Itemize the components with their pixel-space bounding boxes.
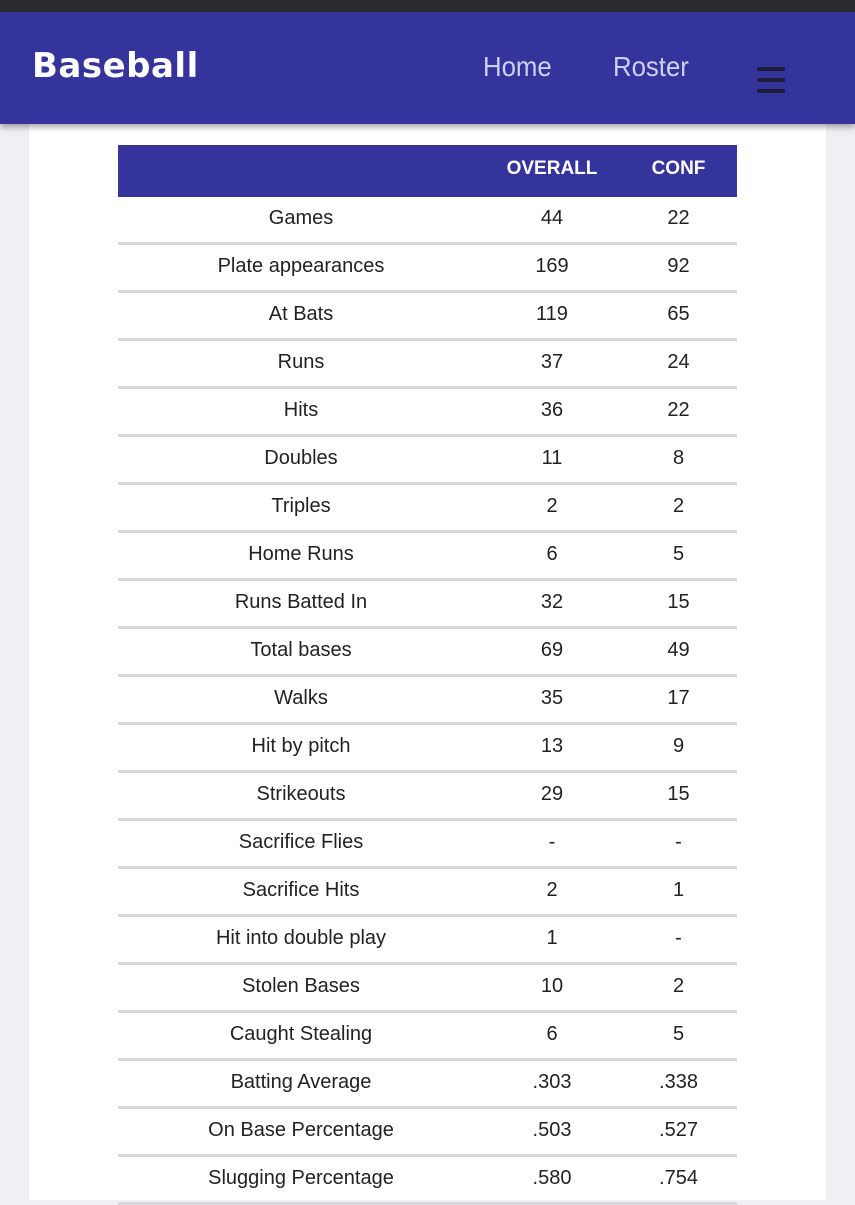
overall-value: 35 bbox=[540, 687, 564, 709]
conf-value: 15 bbox=[667, 591, 690, 613]
nav-roster-link[interactable]: Roster bbox=[613, 51, 689, 82]
table-row bbox=[118, 1061, 737, 1109]
overall-value: 10 bbox=[540, 975, 564, 997]
overall-value: 2 bbox=[546, 879, 558, 901]
table-row bbox=[118, 965, 737, 1013]
stat-label: Triples bbox=[271, 495, 331, 517]
conf-value: 22 bbox=[667, 207, 690, 229]
conf-value: 92 bbox=[667, 255, 690, 277]
table-header bbox=[118, 145, 737, 197]
table-row bbox=[118, 1013, 737, 1061]
conf-value: 5 bbox=[672, 543, 685, 565]
table-row bbox=[118, 725, 737, 773]
stat-label: Caught Stealing bbox=[229, 1023, 373, 1045]
table-row bbox=[118, 1109, 737, 1157]
overall-value: 2 bbox=[546, 495, 558, 517]
stat-label: Slugging Percentage bbox=[208, 1167, 394, 1189]
conf-value: 9 bbox=[672, 735, 685, 757]
conf-value: 5 bbox=[672, 1023, 685, 1045]
overall-value: .580 bbox=[532, 1167, 572, 1189]
conf-value: .527 bbox=[659, 1119, 698, 1141]
stat-label: Hits bbox=[283, 399, 319, 421]
stats-table bbox=[118, 145, 737, 1205]
table-row bbox=[118, 917, 737, 965]
conf-value: 49 bbox=[667, 639, 690, 661]
conf-value: 22 bbox=[667, 399, 690, 421]
brand-logo[interactable]: Baseball bbox=[32, 46, 199, 86]
table-row bbox=[118, 869, 737, 917]
conf-value: 15 bbox=[667, 783, 690, 805]
table-row bbox=[118, 437, 737, 485]
stat-label: Doubles bbox=[264, 447, 338, 469]
stat-label: Runs bbox=[277, 351, 325, 373]
top-navbar bbox=[0, 12, 855, 124]
overall-value: .503 bbox=[532, 1119, 572, 1141]
conf-value: 65 bbox=[667, 303, 690, 325]
overall-value: 119 bbox=[536, 303, 568, 325]
stat-label: Walks bbox=[274, 687, 328, 709]
conf-value: 24 bbox=[667, 351, 690, 373]
overall-value: 11 bbox=[541, 447, 563, 469]
table-row bbox=[118, 677, 737, 725]
table-row bbox=[118, 773, 737, 821]
header-overall: OVERALL bbox=[506, 158, 598, 179]
table-row bbox=[118, 581, 737, 629]
overall-value: 6 bbox=[546, 543, 558, 565]
conf-value: .338 bbox=[659, 1071, 698, 1093]
overall-value: 169 bbox=[535, 255, 569, 277]
status-strip bbox=[0, 0, 855, 12]
table-row bbox=[118, 293, 737, 341]
overall-value: .303 bbox=[532, 1071, 572, 1093]
stat-label: Batting Average bbox=[230, 1071, 372, 1093]
conf-value: 8 bbox=[672, 447, 685, 469]
table-body bbox=[118, 197, 737, 1205]
overall-value: 1 bbox=[546, 927, 558, 949]
overall-value: 44 bbox=[540, 207, 564, 229]
stat-label: Sacrifice Flies bbox=[238, 831, 364, 853]
table-row bbox=[118, 821, 737, 869]
stat-label: Total bases bbox=[250, 639, 352, 661]
table-row bbox=[118, 245, 737, 293]
overall-value: 29 bbox=[540, 783, 564, 805]
stat-label: Hit by pitch bbox=[251, 735, 351, 757]
header-conf: CONF bbox=[651, 158, 706, 179]
conf-value: 2 bbox=[672, 975, 685, 997]
table-row bbox=[118, 389, 737, 437]
header-stat-label bbox=[118, 145, 484, 197]
table-row bbox=[118, 485, 737, 533]
overall-value: 13 bbox=[540, 735, 564, 757]
table-row bbox=[118, 341, 737, 389]
overall-value: 36 bbox=[540, 399, 564, 421]
table-row bbox=[118, 1157, 737, 1205]
stat-label: At Bats bbox=[268, 303, 334, 325]
conf-value: .754 bbox=[659, 1167, 698, 1189]
conf-value: 2 bbox=[672, 495, 685, 517]
conf-value: - bbox=[675, 927, 682, 949]
nav-home-link[interactable]: Home bbox=[483, 51, 552, 82]
hamburger-menu-icon[interactable] bbox=[757, 67, 785, 93]
conf-value: 1 bbox=[672, 879, 685, 901]
table-row bbox=[118, 197, 737, 245]
stat-label: Stolen Bases bbox=[242, 975, 360, 997]
overall-value: 6 bbox=[546, 1023, 558, 1045]
stat-label: Games bbox=[268, 207, 334, 229]
table-row bbox=[118, 533, 737, 581]
stat-label: Sacrifice Hits bbox=[242, 879, 360, 901]
stat-label: On Base Percentage bbox=[208, 1119, 394, 1141]
conf-value: 17 bbox=[667, 687, 690, 709]
overall-value: 69 bbox=[540, 639, 564, 661]
stat-label: Home Runs bbox=[248, 543, 354, 565]
conf-value: - bbox=[675, 831, 682, 853]
overall-value: 32 bbox=[540, 591, 564, 613]
stat-label: Hit into double play bbox=[215, 927, 387, 949]
table-row bbox=[118, 629, 737, 677]
stat-label: Plate appearances bbox=[217, 255, 385, 277]
overall-value: - bbox=[548, 831, 556, 853]
overall-value: 37 bbox=[540, 351, 564, 373]
stat-label: Runs Batted In bbox=[234, 591, 368, 613]
stat-label: Strikeouts bbox=[256, 783, 346, 805]
